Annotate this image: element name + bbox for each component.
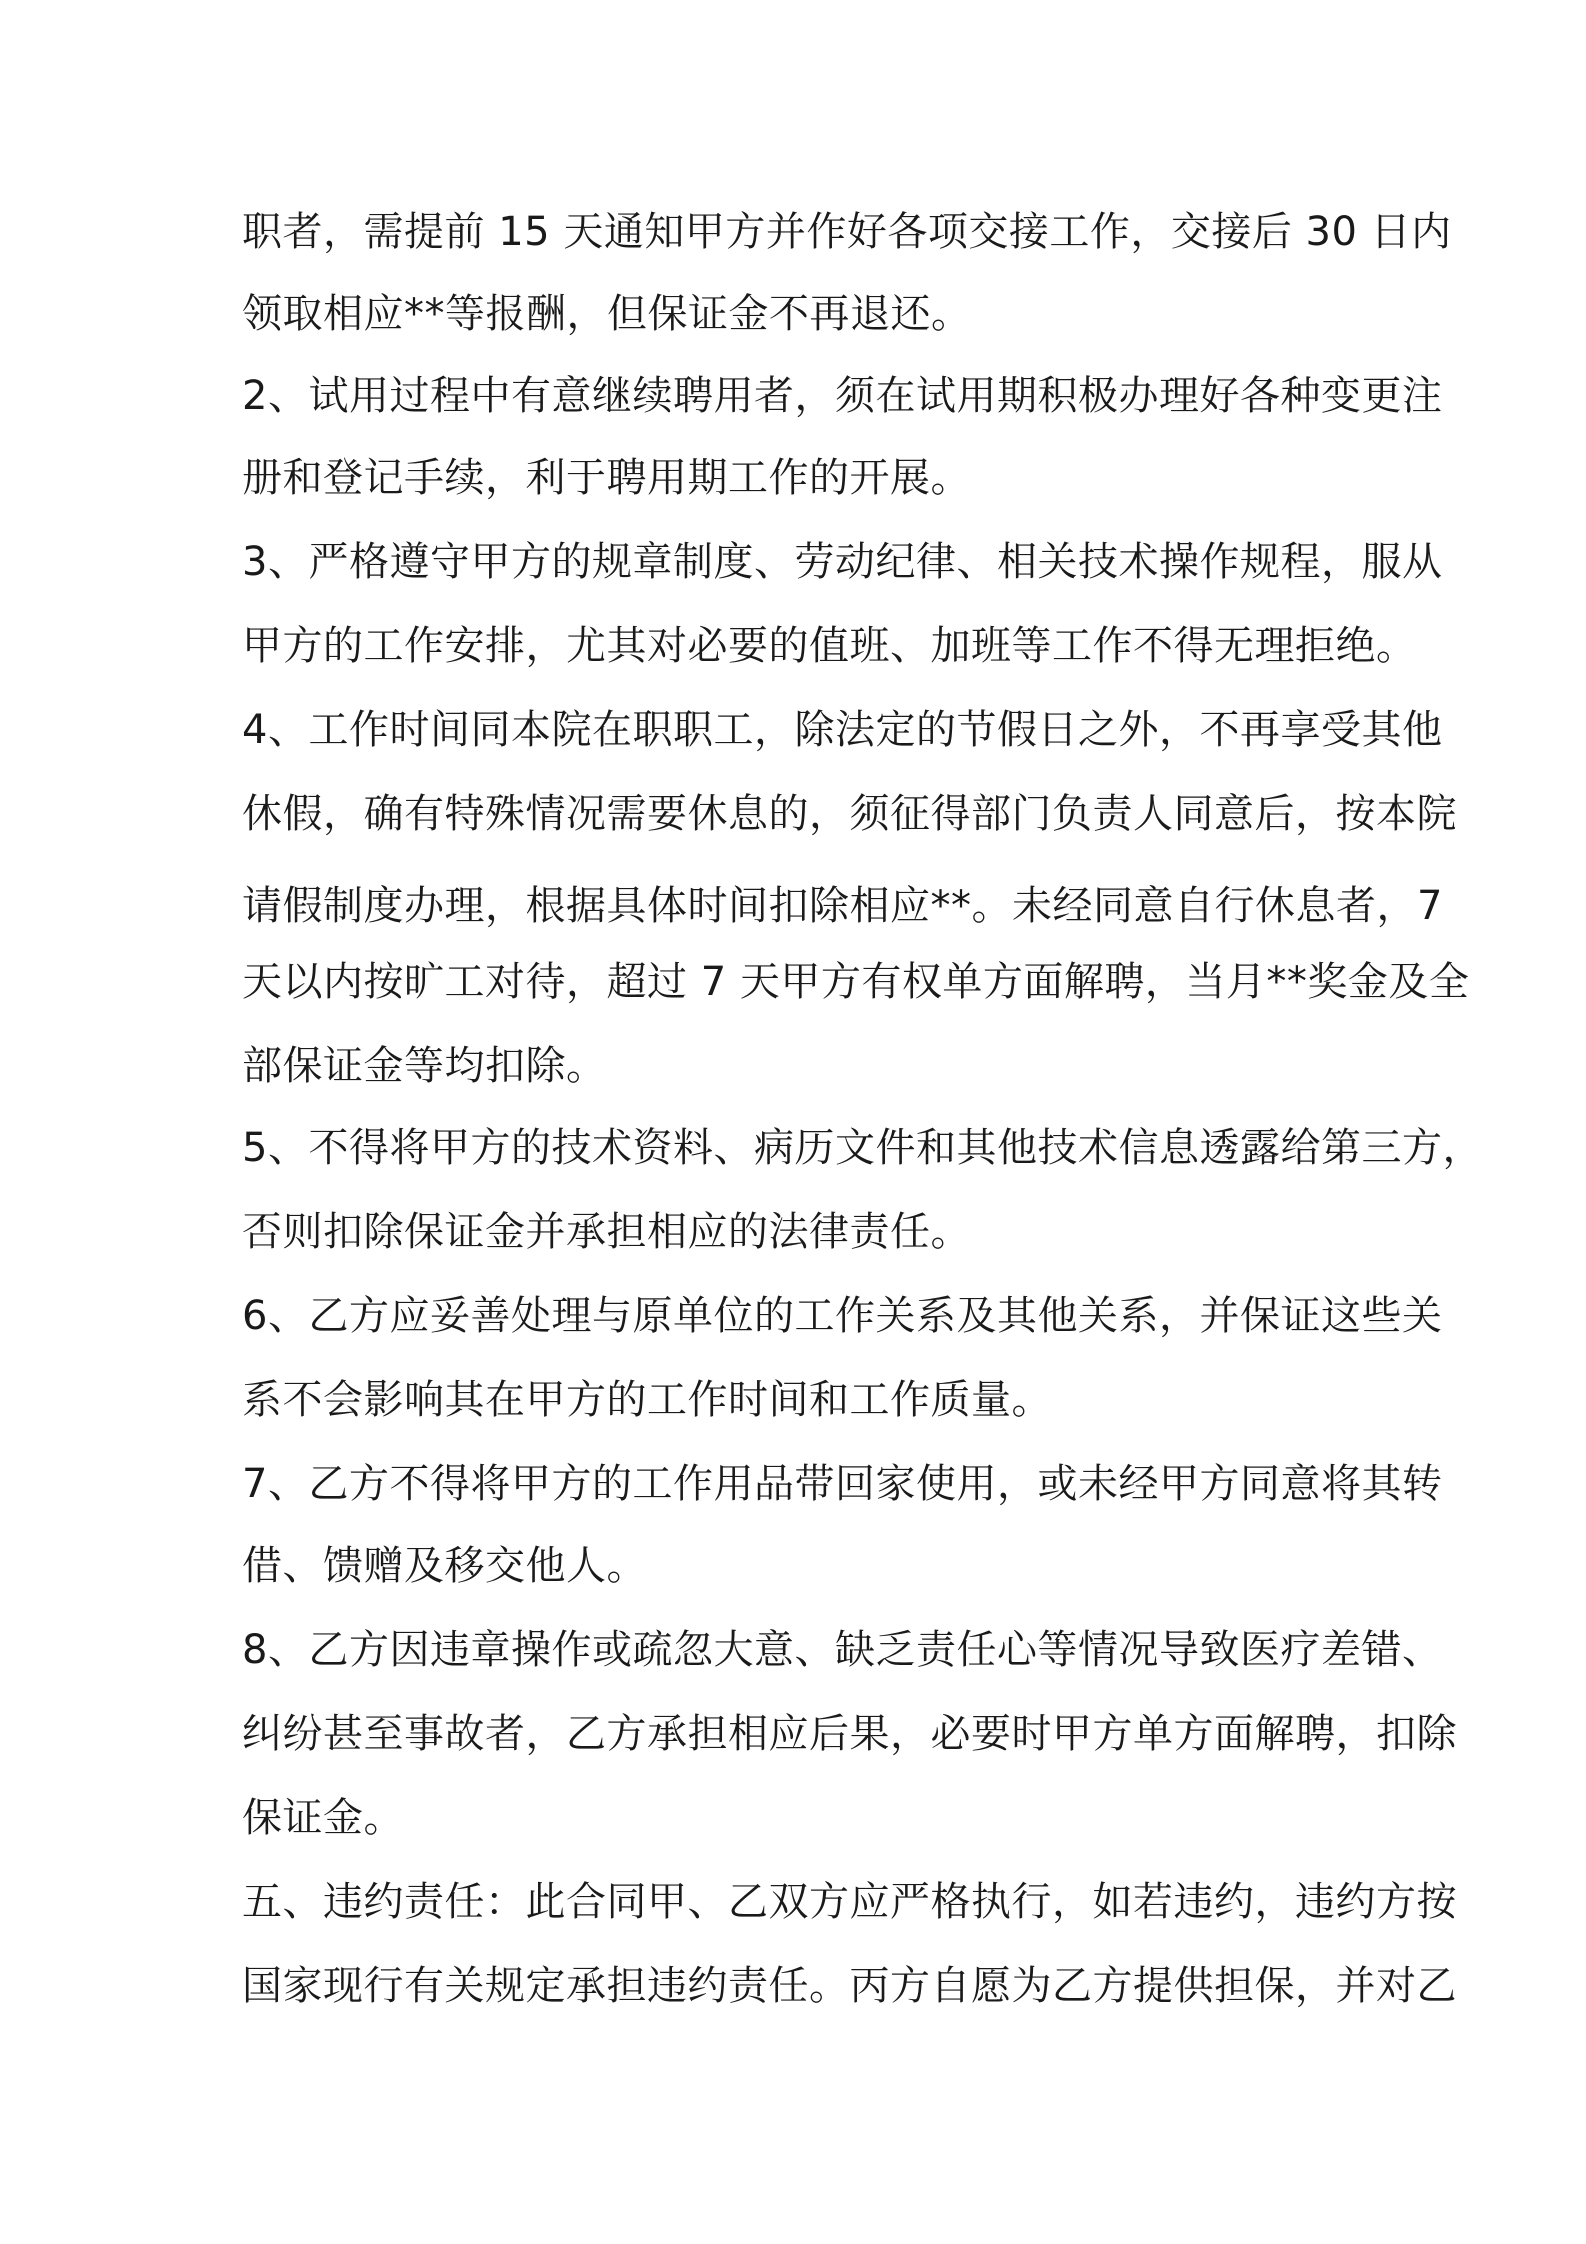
text-line: 7、乙方不得将甲方的工作用品带回家使用，或未经甲方同意将其转: [242, 1461, 1443, 1507]
text-line: 休假，确有特殊情况需要休息的，须征得部门负责人同意后，按本院: [242, 791, 1457, 837]
text-line: 6、乙方应妥善处理与原单位的工作关系及其他关系，并保证这些关: [242, 1293, 1443, 1339]
text-line: 部保证金等均扣除。: [242, 1043, 607, 1089]
text-line: 甲方的工作安排，尤其对必要的值班、加班等工作不得无理拒绝。: [242, 623, 1417, 669]
text-line: 职者，需提前 15 天通知甲方并作好各项交接工作，交接后 30 日内: [242, 209, 1452, 255]
text-line: 4、工作时间同本院在职职工，除法定的节假日之外，不再享受其他: [242, 707, 1443, 753]
text-line: 2、试用过程中有意继续聘用者，须在试用期积极办理好各种变更注: [242, 373, 1443, 419]
text-line: 五、违约责任：此合同甲、乙双方应严格执行，如若违约，违约方按: [242, 1879, 1457, 1925]
text-line: 系不会影响其在甲方的工作时间和工作质量。: [242, 1377, 1052, 1423]
text-line: 否则扣除保证金并承担相应的法律责任。: [242, 1209, 971, 1255]
text-line: 国家现行有关规定承担违约责任。丙方自愿为乙方提供担保，并对乙: [242, 1963, 1457, 2009]
text-line: 册和登记手续，利于聘用期工作的开展。: [242, 455, 971, 501]
text-line: 8、乙方因违章操作或疏忽大意、缺乏责任心等情况导致医疗差错、: [242, 1627, 1443, 1673]
text-line: 纠纷甚至事故者，乙方承担相应后果，必要时甲方单方面解聘，扣除: [242, 1711, 1457, 1757]
text-line: 请假制度办理，根据具体时间扣除相应**。未经同意自行休息者，7: [242, 883, 1443, 929]
text-line: 3、严格遵守甲方的规章制度、劳动纪律、相关技术操作规程，服从: [242, 539, 1443, 585]
text-line: 领取相应**等报酬，但保证金不再退还。: [242, 291, 972, 337]
text-line: 借、馈赠及移交他人。: [242, 1543, 647, 1589]
text-line: 保证金。: [242, 1795, 404, 1841]
text-line: 5、不得将甲方的技术资料、病历文件和其他技术信息透露给第三方，: [242, 1125, 1483, 1171]
text-line: 天以内按旷工对待，超过 7 天甲方有权单方面解聘，当月**奖金及全: [242, 959, 1470, 1005]
